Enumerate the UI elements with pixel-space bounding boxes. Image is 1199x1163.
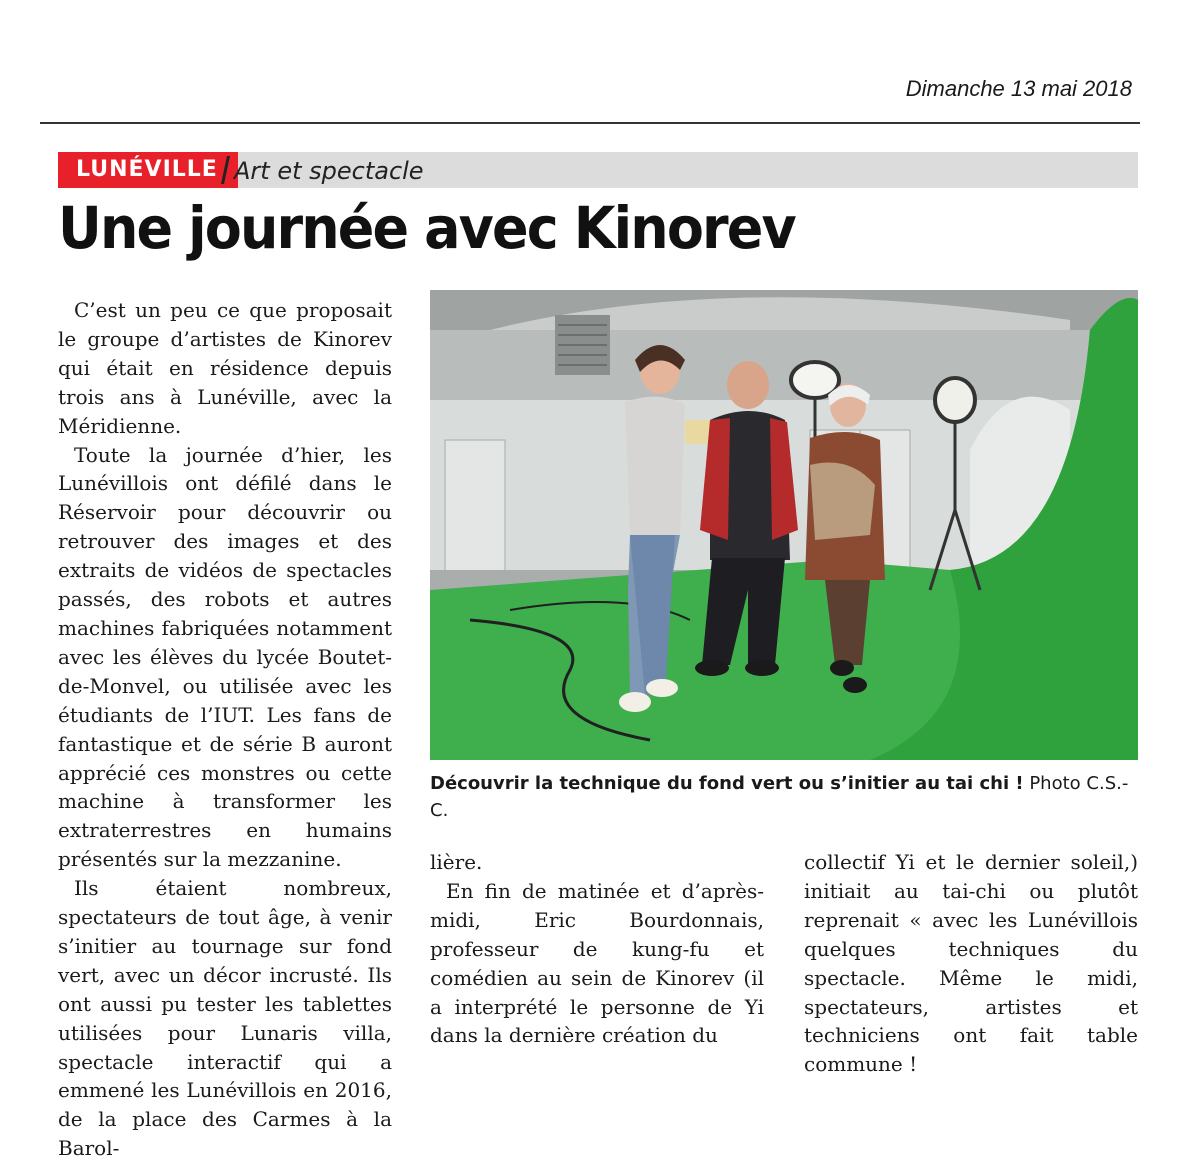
photo-caption [430,770,1138,824]
caption-text: Découvrir la technique du fond vert ou s’initier au tai chi ! [430,773,1024,794]
article-photo [430,290,1138,760]
rubric-city: LUNÉVILLE [58,152,238,188]
rubric-bar [58,152,1138,188]
publication-date: Dimanche 13 mai 2018 [905,76,1132,101]
paragraph: Toute la journée d’hier, les Lunévillois ont défilé dans le Réservoir pour découvrir ou retrouver des images et des extraits de vidéos de spectacles passés, des robots et autres machines fabriquées notamment avec les élèves du lycée Boutet-de-Monvel, ou utilisée avec les étudiants de l’IUT. Les fans de fantastique et de série B auront apprécié ces monstres ou cette machine à transformer les extraterrestres en humains présentés sur la mezzanine. [58,442,392,872]
photo-credit: Photo C.S.-C. [430,773,1129,821]
paragraph: En fin de matinée et d’après-midi, Eric Bourdonnais, professeur de kung-fu et comédien au sein de Kinorev (il a interprété le personne de Yi dans la dernière création du [430,878,764,1048]
rubric-section: Art et spectacle [234,157,424,185]
paragraph: Ils étaient nombreux, spectateurs de tout âge, à venir s’initier au tournage sur fond vert, avec un décor incrusté. Ils ont aussi pu tester les tablettes utilisées pour Lunaris villa, spectacle interactif qui a emmené les Lunévillois en 2016, de la place des Carmes à la Barol- [58,876,392,1161]
article-column-1 [58,296,392,1163]
article-column-3 [804,848,1138,1079]
paragraph: collectif Yi et le dernier soleil,) initiait au tai-chi ou plutôt reprenait « avec les Lunévillois quelques techniques du spectacle. Même le midi, spectateurs, artistes et techniciens ont fait table commune ! [804,850,1138,1077]
article-headline: Une journée avec Kinorev [58,194,795,262]
header-rule [40,122,1140,124]
paragraph: C’est un peu ce que proposait le groupe d’artistes de Kinorev qui était en résidence depuis trois ans à Lunéville, avec la Méridienne. [58,298,392,438]
paragraph: lière. [430,850,483,874]
article-column-2 [430,848,764,1050]
